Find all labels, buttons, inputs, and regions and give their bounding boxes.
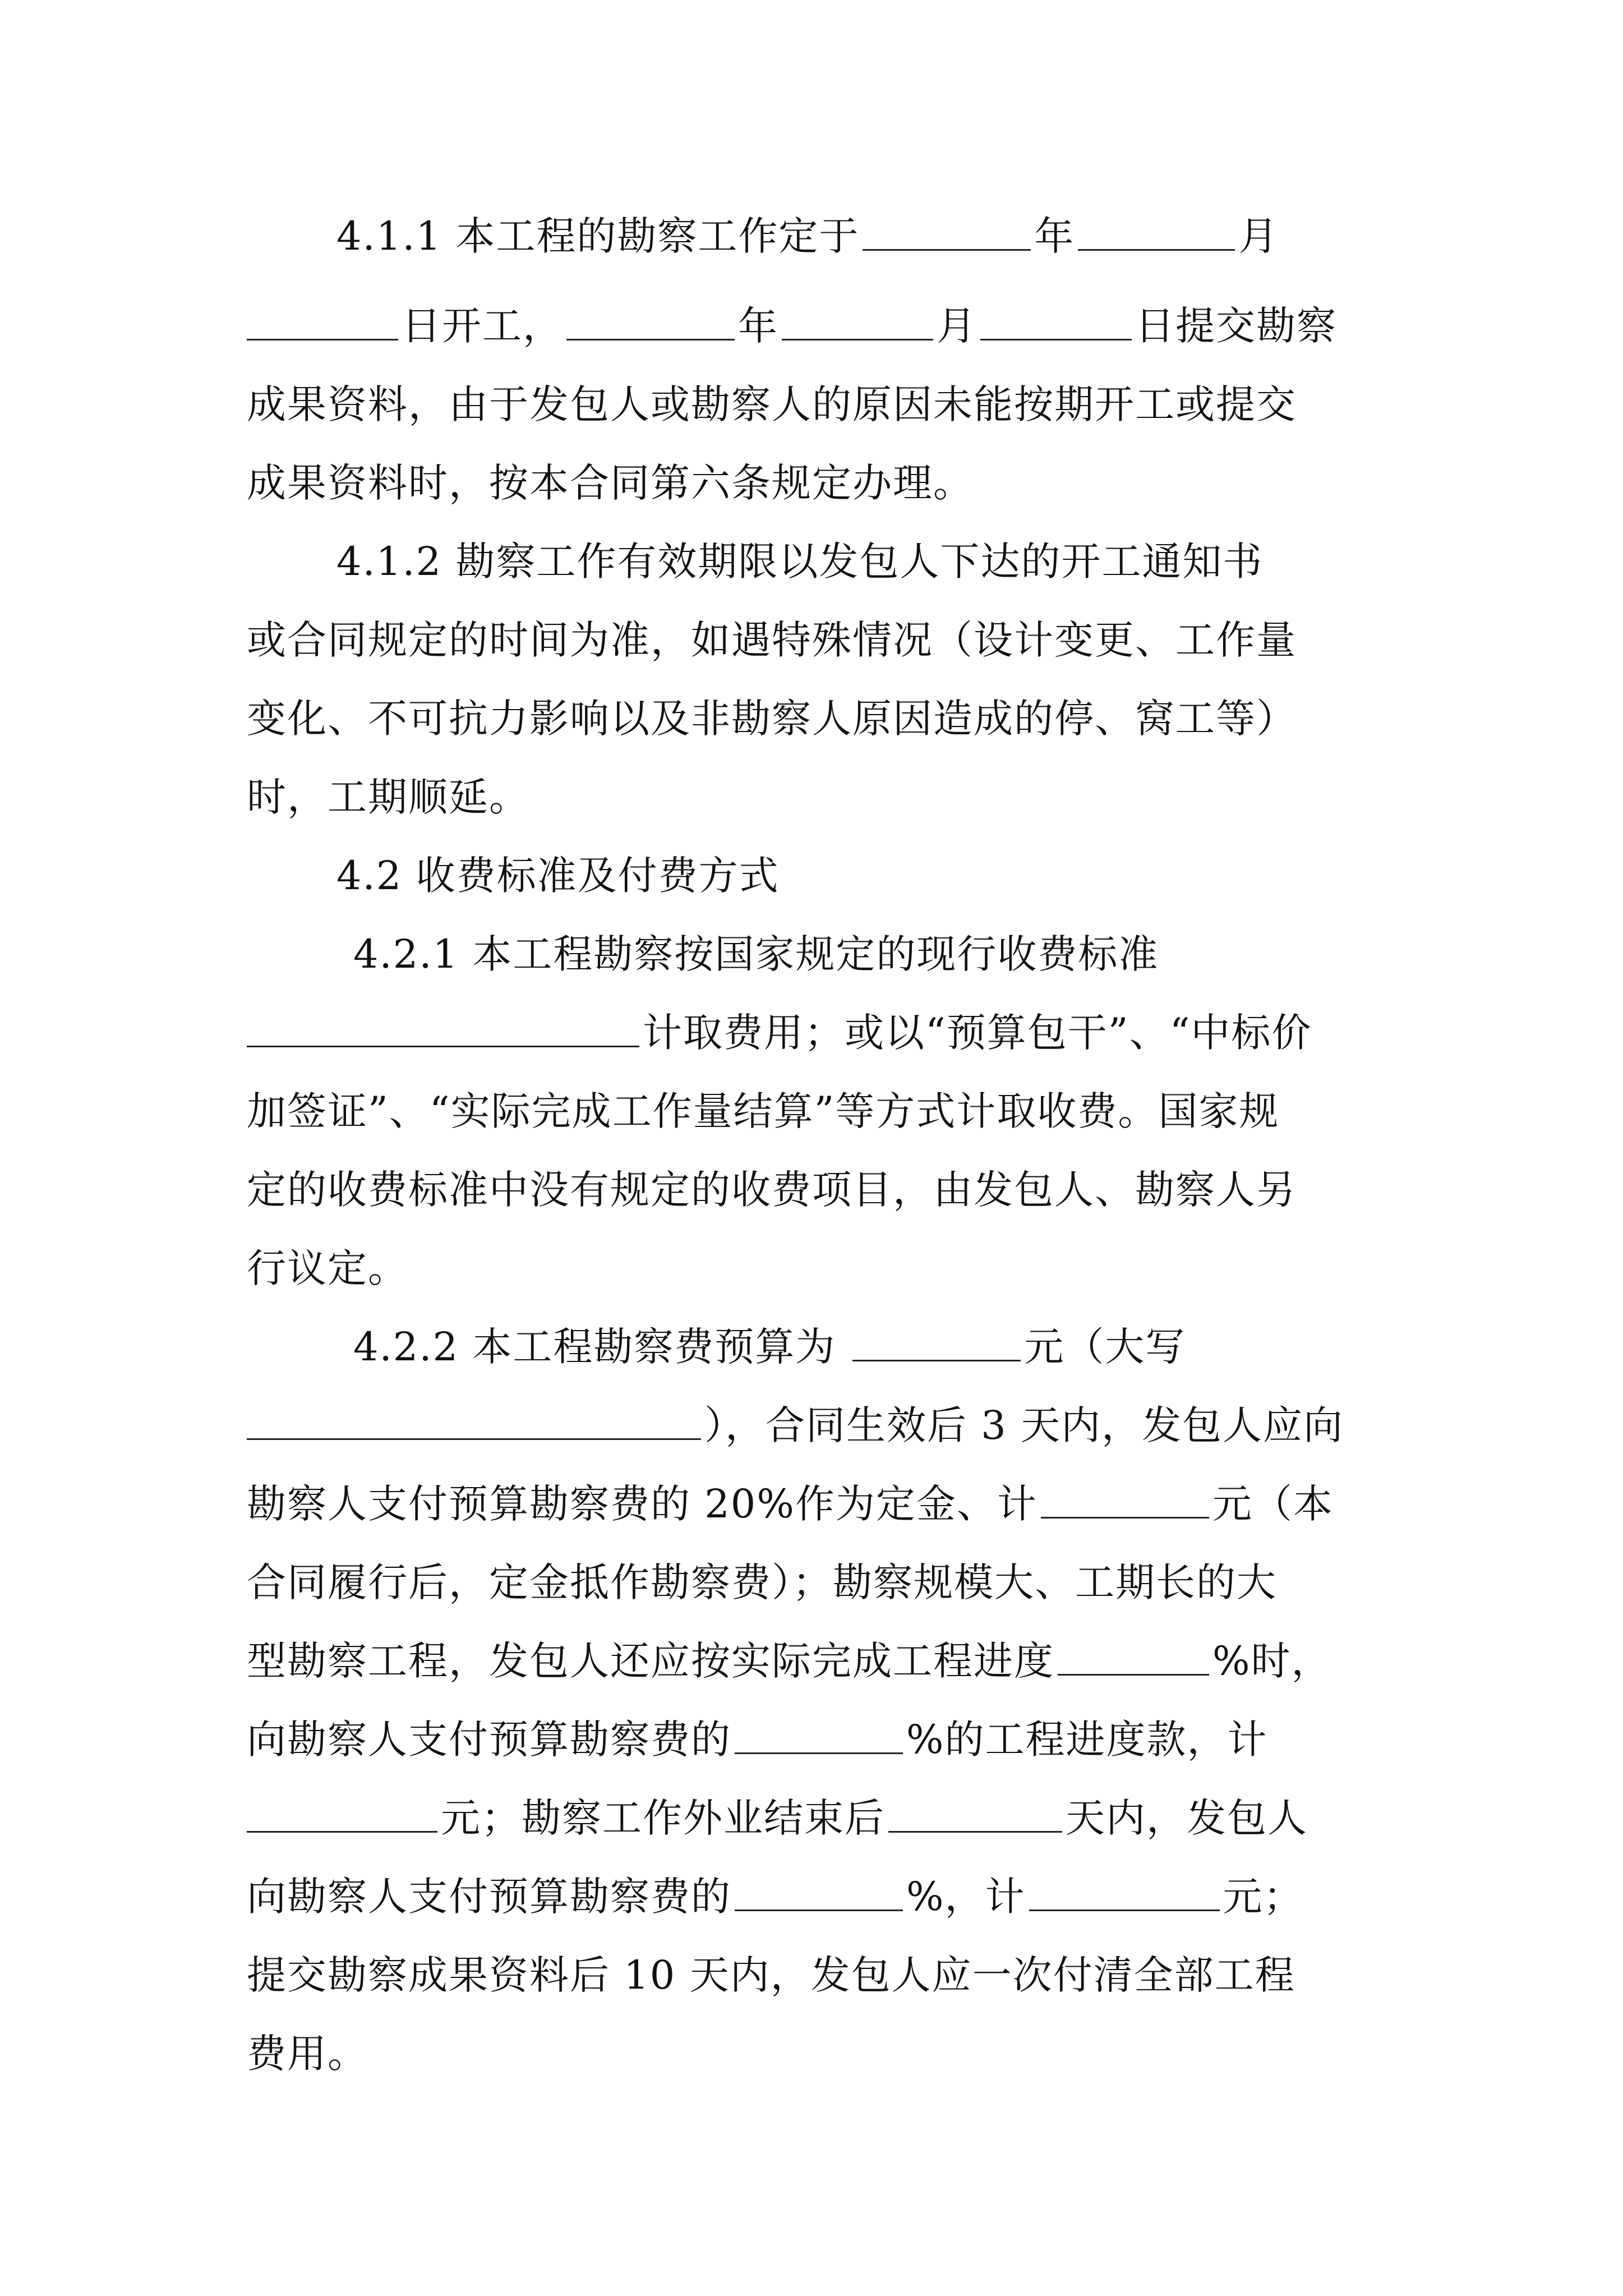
paragraph-4-1-1-line-4: 成果资料时，按本合同第六条规定办理。: [247, 459, 974, 506]
paragraph-4-2-1-line-1: 4.2.1 本工程勘察按国家规定的现行收费标准: [353, 931, 1159, 977]
paragraph-4-1-2-line-1: 4.1.2 勘察工作有效期限以发包人下达的开工通知书: [336, 538, 1264, 585]
paragraph-4-2-2-line-10: 费用。: [247, 2030, 368, 2077]
paragraph-4-1-2-line-3: 变化、不可抗力影响以及非勘察人原因造成的停、窝工等）: [247, 695, 1297, 742]
paragraph-4-2-2-line-4: 合同履行后，定金抵作勘察费）；勘察规模大、工期长的大: [247, 1559, 1277, 1605]
text-segment: 计取费用；或以“预算包干”、“中标价: [643, 1009, 1312, 1056]
blank-field: [247, 1797, 437, 1833]
paragraph-4-2-2-line-1: [353, 1304, 1385, 1383]
text-segment: 4.1.1 本工程的勘察工作定于: [336, 213, 860, 259]
paragraph-4-2-1-line-5: 行议定。: [247, 1245, 408, 1291]
blank-field: [735, 1876, 903, 1911]
blank-field: [782, 305, 933, 341]
paragraph-4-2-1-line-3: 加签证”、“实际完成工作量结算”等方式计取收费。国家规: [247, 1088, 1280, 1134]
paragraph-4-2-1-line-4: 定的收费标准中没有规定的收费项目，由发包人、勘察人另: [247, 1166, 1297, 1213]
paragraph-4-1-1-line-3: 成果资料，由于发包人或勘察人的原因未能按期开工或提交: [247, 381, 1297, 427]
paragraph-4-1-1-line-1: [336, 194, 1385, 272]
paragraph-4-2-2-line-9: 提交勘察成果资料后 10 天内，发包人应一次付清全部工程: [247, 1952, 1295, 1998]
blank-field: [863, 215, 1031, 251]
blank-field: [888, 1797, 1062, 1833]
paragraph-4-1-1-line-2: [247, 283, 1385, 362]
text-segment: %，计: [906, 1873, 1026, 1920]
blank-field: [1029, 1876, 1220, 1911]
text-segment: 年: [738, 302, 778, 349]
paragraph-4-2-2-line-6: [247, 1697, 1385, 1775]
blank-field: [1078, 215, 1235, 251]
section-heading-4-2: 4.2 收费标准及付费方式: [336, 852, 780, 899]
text-segment: 元；勘察工作外业结束后: [441, 1795, 885, 1841]
text-segment: 日提交勘察: [1135, 302, 1337, 349]
blank-field: [980, 305, 1132, 341]
text-segment: 向勘察人支付预算勘察费的: [247, 1716, 731, 1763]
paragraph-4-2-2-line-2: [247, 1383, 1385, 1461]
text-segment: 元（大写: [1024, 1323, 1186, 1370]
text-segment: 天内，发包人: [1066, 1795, 1308, 1841]
paragraph-4-2-2-line-5: [247, 1618, 1385, 1697]
paragraph-4-2-2-line-8: [247, 1854, 1385, 1932]
blank-field: [1041, 1483, 1209, 1519]
text-segment: 月: [1238, 213, 1279, 259]
text-segment: 元（本: [1212, 1480, 1334, 1527]
blank-field: [247, 1012, 639, 1047]
paragraph-4-2-2-line-3: [247, 1461, 1385, 1540]
paragraph-4-1-2-line-2: 或合同规定的时间为准，如遇特殊情况（设计变更、工作量: [247, 616, 1297, 663]
text-segment: 年: [1034, 213, 1075, 259]
text-segment: %的工程进度款，计: [906, 1716, 1268, 1763]
text-segment: 向勘察人支付预算勘察费的: [247, 1873, 731, 1920]
blank-field: [852, 1326, 1021, 1361]
text-segment: 月: [937, 302, 977, 349]
blank-field: [247, 305, 398, 341]
text-segment: 元；: [1223, 1873, 1304, 1920]
blank-field: [566, 305, 735, 341]
blank-field: [247, 1405, 701, 1440]
text-segment: 勘察人支付预算勘察费的 20%作为定金、计: [247, 1480, 1038, 1527]
blank-field: [735, 1719, 903, 1754]
text-segment: %时，: [1212, 1637, 1332, 1684]
paragraph-4-1-2-line-4: 时，工期顺延。: [247, 774, 529, 820]
text-segment: 型勘察工程，发包人还应按实际完成工程进度: [247, 1637, 1054, 1684]
blank-field: [1058, 1640, 1209, 1676]
text-segment: 日开工，: [402, 302, 563, 349]
paragraph-4-2-2-line-7: [247, 1775, 1385, 1854]
text-segment: ），合同生效后 3 天内，发包人应向: [704, 1402, 1344, 1448]
paragraph-4-2-1-line-2: [247, 990, 1385, 1069]
text-segment: 4.2.2 本工程勘察费预算为: [353, 1323, 836, 1370]
